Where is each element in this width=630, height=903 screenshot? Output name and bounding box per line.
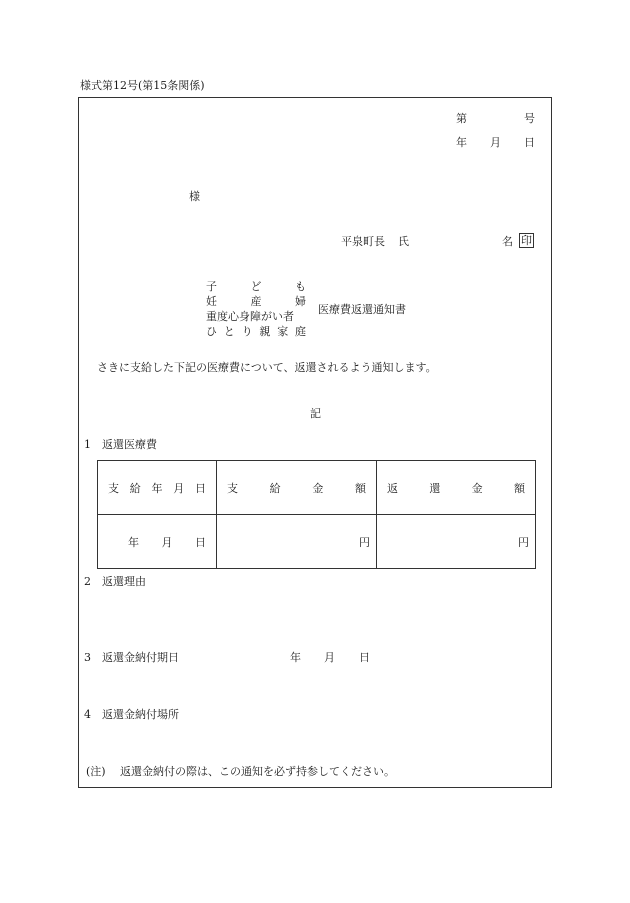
- char: 支: [227, 481, 238, 495]
- addressee-suffix: 様: [189, 190, 200, 203]
- sender-title: 平泉町長: [341, 235, 385, 248]
- char: ど: [250, 280, 262, 293]
- seal-text: 印: [521, 234, 532, 247]
- char: 還: [429, 481, 441, 495]
- sender-mei: 名: [502, 235, 513, 248]
- issue-date-year: 年: [456, 136, 467, 149]
- category-ninsanpu: [206, 296, 306, 307]
- category-jushin: 重度心身障がい者: [206, 310, 294, 323]
- section1-number: 1: [84, 438, 91, 451]
- char: 金: [471, 481, 483, 495]
- char: 日: [195, 481, 206, 495]
- char: 金: [312, 481, 324, 495]
- char: 庭: [294, 325, 306, 338]
- cell-refund-amount: [377, 515, 536, 569]
- cell-payment-amount: [217, 515, 377, 569]
- char: 月: [173, 481, 185, 495]
- due-date-year: 年: [290, 651, 301, 664]
- char: 産: [250, 295, 262, 308]
- char: 返: [387, 481, 398, 495]
- doc-number-suffix: 号: [524, 112, 535, 125]
- note-prefix: (注): [86, 765, 106, 778]
- char: 年: [128, 535, 139, 549]
- seal-stamp: [519, 233, 534, 248]
- category-hitorioya: [206, 326, 306, 337]
- char: 日: [195, 535, 206, 549]
- table-header-row: [98, 461, 536, 515]
- section3-number: 3: [84, 651, 91, 664]
- document-title: 医療費返還通知書: [318, 303, 406, 316]
- ki-label: 記: [310, 407, 321, 420]
- char: も: [295, 280, 306, 293]
- section2-number: 2: [84, 575, 91, 588]
- category-kodomo: [206, 281, 306, 292]
- char: 額: [354, 481, 366, 495]
- char: 妊: [206, 295, 217, 308]
- cell-payment-date: [98, 515, 217, 569]
- due-date-day: 日: [359, 651, 370, 664]
- due-date-month: 月: [324, 651, 335, 664]
- body-text: さきに支給した下記の医療費について、返還されるよう通知します。: [97, 361, 437, 374]
- char: 年: [151, 481, 163, 495]
- doc-number-prefix: 第: [456, 112, 467, 125]
- section1-label: 返還医療費: [102, 438, 157, 451]
- issue-date-day: 日: [524, 136, 535, 149]
- char: 月: [161, 535, 173, 549]
- section4-number: 4: [84, 708, 91, 721]
- refund-table: [97, 460, 536, 569]
- char: 額: [513, 481, 525, 495]
- header-payment-amount: [217, 461, 377, 515]
- char: ひ: [206, 325, 217, 338]
- header-payment-date: [98, 461, 217, 515]
- char: 親: [259, 325, 271, 338]
- sender-shi: 氏: [398, 235, 409, 248]
- char: と: [223, 325, 235, 338]
- char: 支: [108, 481, 119, 495]
- section3-label: 返還金納付期日: [102, 651, 179, 664]
- char: 家: [277, 325, 289, 338]
- char: 給: [269, 481, 281, 495]
- char: 給: [129, 481, 141, 495]
- table-row: [98, 515, 536, 569]
- yen-unit: 円: [359, 535, 370, 549]
- section4-label: 返還金納付場所: [102, 708, 179, 721]
- issue-date-month: 月: [490, 136, 501, 149]
- char: 子: [206, 280, 217, 293]
- yen-unit: 円: [518, 535, 529, 549]
- note-text: 返還金納付の際は、この通知を必ず持参してください。: [120, 765, 395, 778]
- section2-label: 返還理由: [102, 575, 146, 588]
- form-number: 様式第12号(第15条関係): [80, 79, 205, 92]
- char: り: [241, 325, 253, 338]
- char: 婦: [295, 295, 306, 308]
- header-refund-amount: [377, 461, 536, 515]
